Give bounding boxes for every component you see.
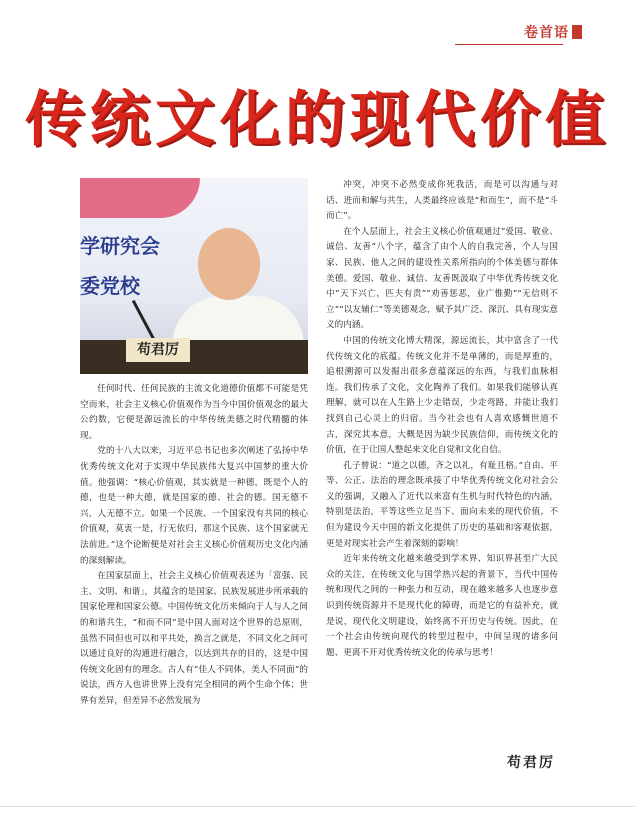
paragraph: 在国家层面上，社会主义核心价值观表述为「富强、民主、文明、和谐」，其蕴含的是国家、民族发展进步所承载的国家伦理和国家公德。中国传统文化历来倾向于人与人之间的和谐共生，“和而不同”是中国人面对这个世界的总原则，虽然不同但也可以和平共处，换言之就是，不同文化之间可以通过良好的沟通进行融合，以达到共存的目的，这是中国传统文化固有的理念。古人有“佳人不同体，美人不同面”的说法，西方人也讲世界上没有完全相同的两个生命个体；世界有差异，但差异不必然发展为	[80, 571, 308, 706]
paragraph: 在个人层面上，社会主义核心价值观通过”爱国、敬业、诚信、友善“八个字，蕴含了由个人的自我完善，个人与国家、民族、他人之间的建设性关系所指向的个体美德与群体美德。爱国、敬业、诚信、友善既汲取了中华优秀传统文化中”天下兴亡，匹夫有责”“劝善惩恶，业广惟勤”“无信则不立”“以友辅仁”等美德观念，赋予其广泛、深沉、具有现实意义的内涵。	[326, 226, 558, 331]
paragraph: 近年来传统文化越来越受到学术界、知识界甚至广大民众的关注，在传统文化与国学热兴起的背景下，当代中国传统和现代之间的一种张力和互动，现在越来越多人也逐步意识到传统资源并不是现代化的障碍，而是它的有益补充，就是说，现代化文明建设，始终离不开历史与传统。因此，在一个社会由传统向现代的转型过程中，中间呈现的诸多问题、更离不开对优秀传统文化的传承与思考！	[326, 554, 558, 658]
paragraph: 党的十八大以来，习近平总书记也多次阐述了弘扬中华优秀传统文化对于实现中华民族伟大复兴中国梦的重大价值。他强调：“核心价值观，其实就是一种德，既是个人的德，也是一种大德，就是国家的德、社会的德。国无德不兴，人无德不立。如果一个民族、一个国家没有共同的核心价值观，莫衷一是，行无依归，那这个民族、这个国家就无法前进。”这个论断便是对社会主义核心价值观历史文化内涵的深刻解读。	[80, 446, 308, 566]
author-photo	[80, 178, 308, 374]
section-label: 卷首语	[524, 25, 569, 41]
paragraph: 任何时代、任何民族的主流文化道德价值都不可能是凭空而来，社会主义核心价值观作为当今中国价值观念的最大公约数，它便是源远流长的中华传统美德之时代精髓的体现。	[80, 384, 308, 441]
paragraph: 中国的传统文化博大精深，源远流长，其中富含了一代代传统文化的底蕴。传统文化并不是单薄的，而是厚重的，追根溯源可以发掘出很多意蕴深远的东西，与我们血脉相连。我们传承了文化，文化陶养了我们。如果我们能够认真理解，就可以在人生路上少走错误，少走弯路，并能让我们找到自己心灵上的归宿。当今社会也有人喜欢感慨世道不古，深究其本意，大概是因为缺少民族信仰，而传统文化的价值，在于让国人整起来文化自觉和文化自信。	[326, 335, 558, 456]
photo-banner-text-1: 学研究会	[80, 234, 160, 258]
paragraph: 孔子曾说：“道之以德，齐之以礼，有耻且格。”自由、平等、公正、法治的理念既承接了中华优秀传统文化对社会公义的强调，又融入了近代以来富有生机与时代特色的内涵，特别是法治，平等这些立足当下、面向未来的现代价值，不但为建设今天中国的新文化提供了历史的基础和客观依据，更是对现实社会产生着深刻的影响！	[326, 460, 558, 549]
footer-divider	[0, 806, 635, 807]
article-title: 传统文化的现代价值	[25, 85, 610, 155]
paragraph: 冲突，冲突不必然变成你死我活，而是可以沟通与对话、进而和解与共生，人类最终应该是“和而生”，而不是“斗而亡”。	[326, 180, 558, 222]
left-column	[80, 382, 308, 709]
nameplate: 苟君厉	[126, 338, 190, 362]
author-signature: 苟君厉	[507, 755, 555, 771]
desk	[80, 340, 308, 374]
photo-banner-decoration	[80, 178, 200, 218]
header-divider	[455, 44, 563, 45]
section-marker	[572, 25, 582, 39]
microphone	[132, 300, 155, 340]
photo-banner-text-2: 委党校	[80, 274, 140, 298]
right-column	[326, 178, 558, 661]
speaker-head	[198, 228, 260, 300]
